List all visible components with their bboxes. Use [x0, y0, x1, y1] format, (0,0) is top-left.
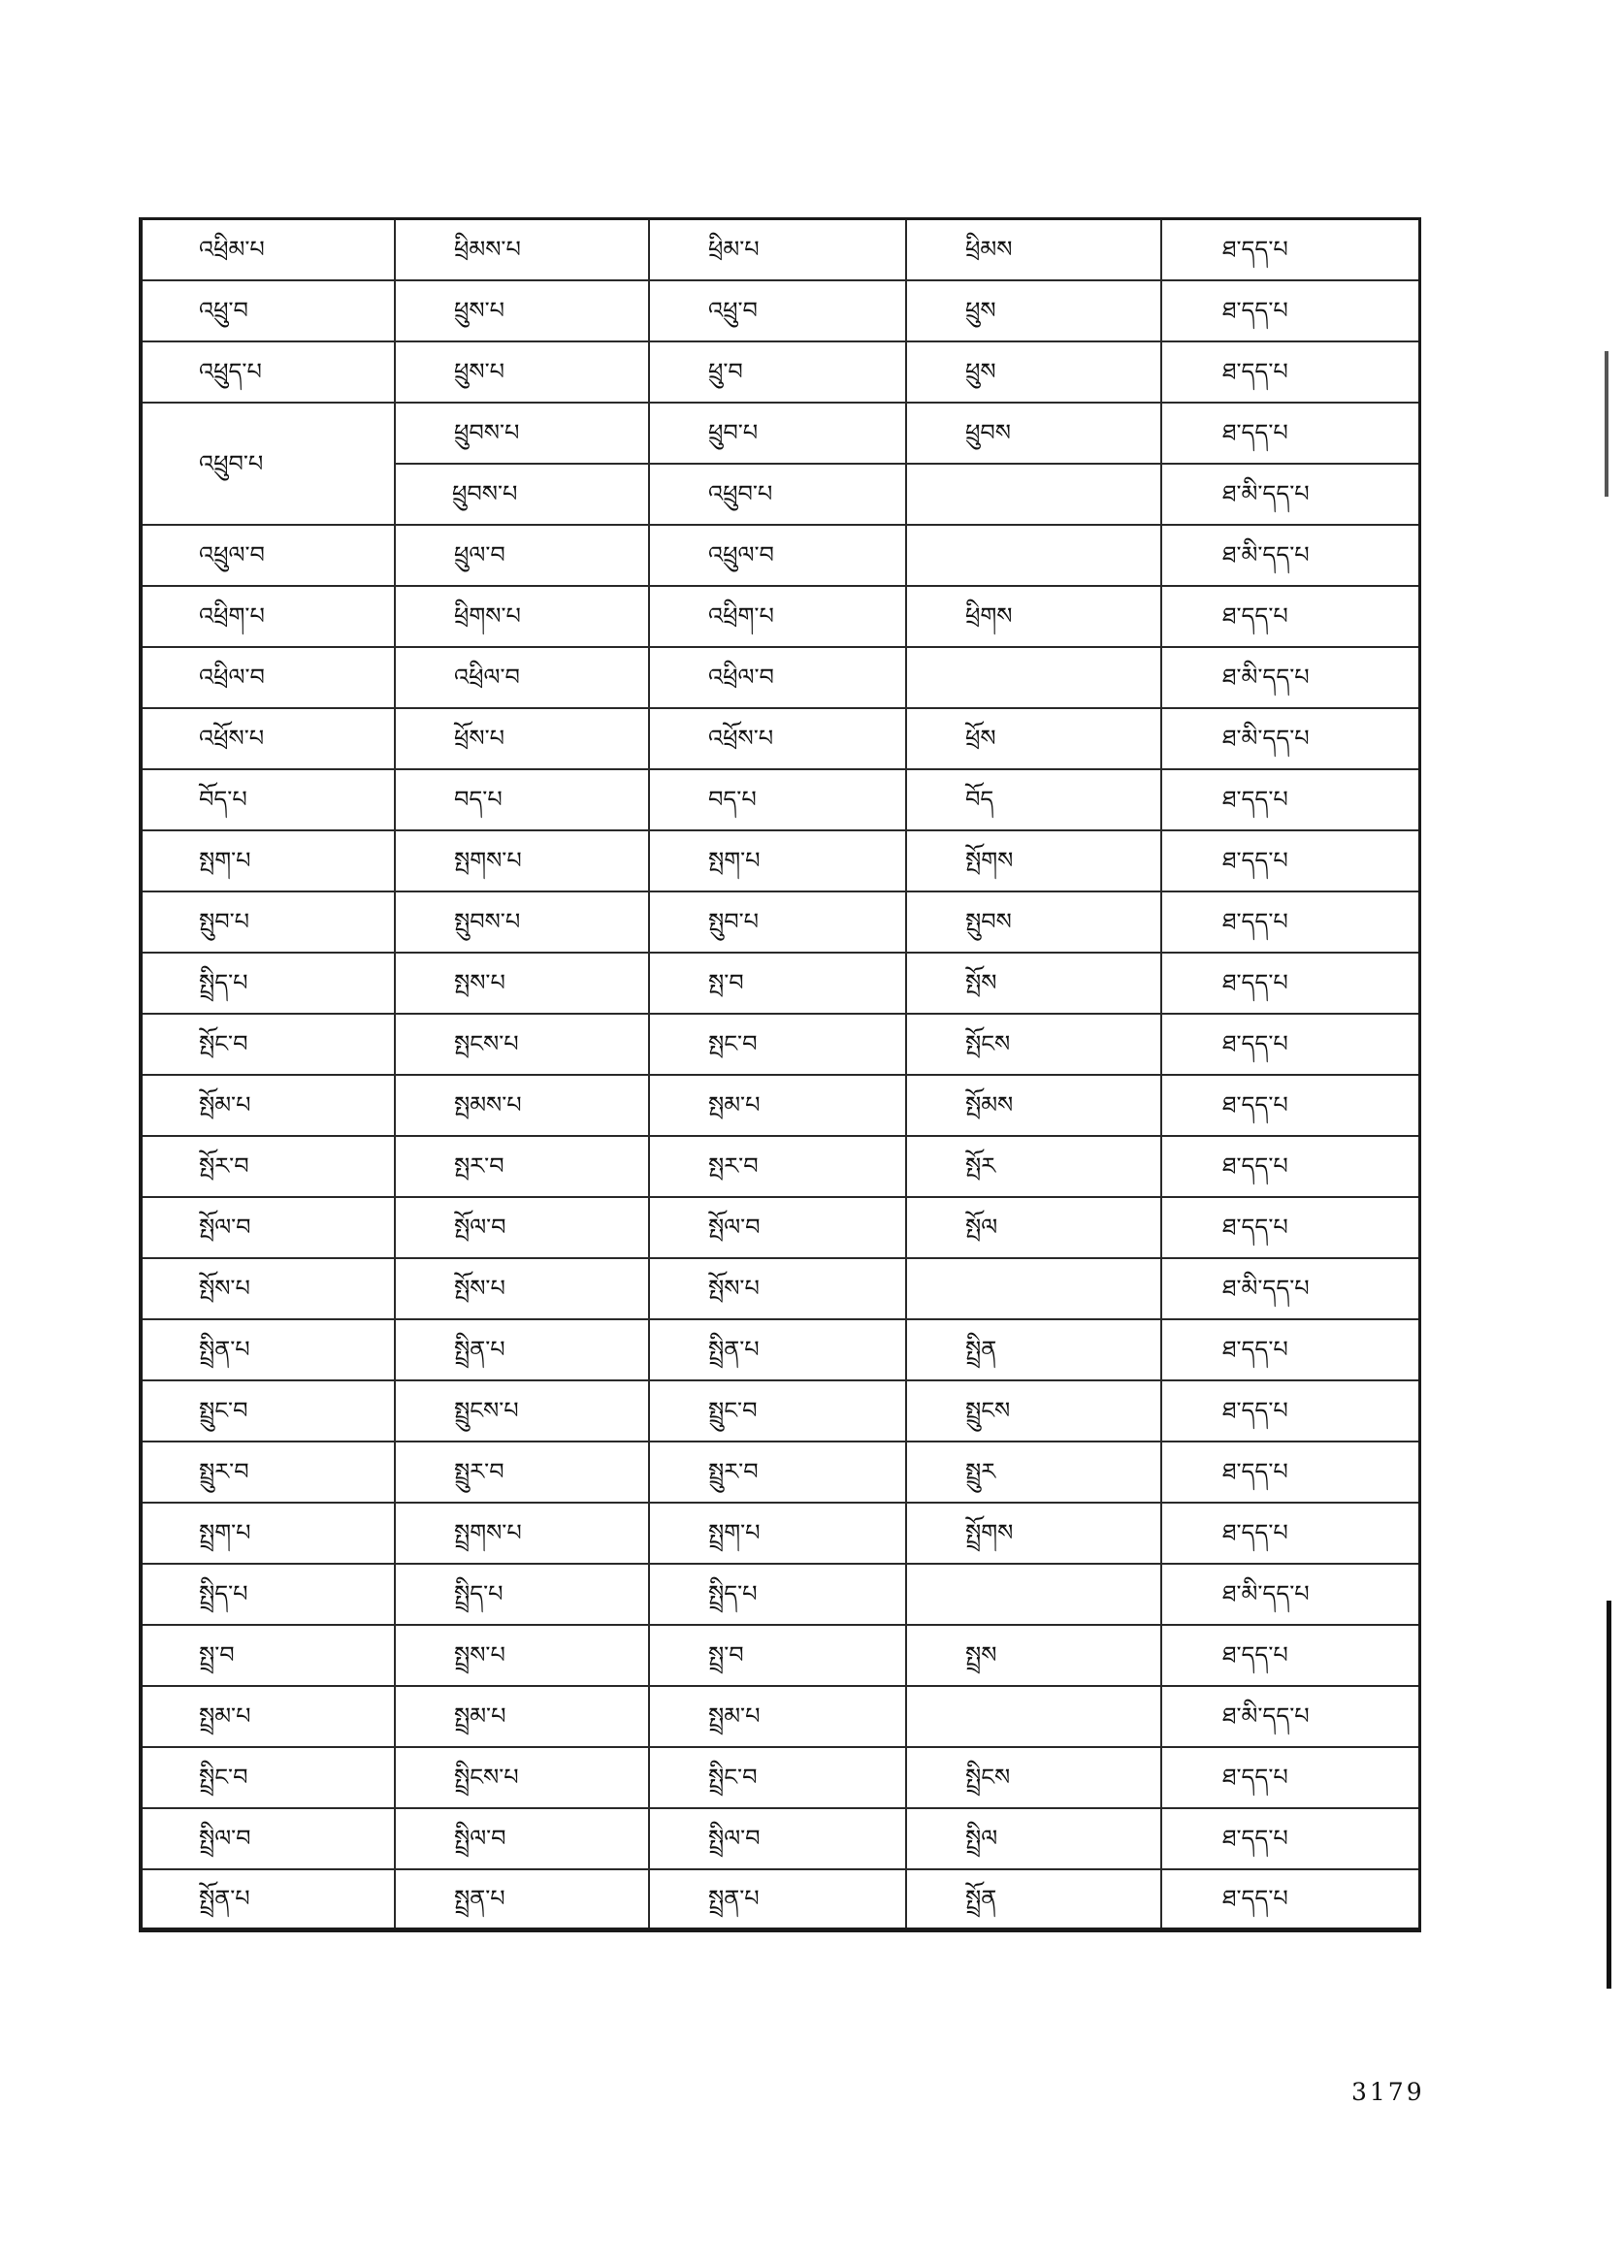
table-cell: སྤྲུར — [906, 1442, 1161, 1503]
table-cell: སྤག་པ — [649, 830, 906, 891]
table-cell: སྤྲམ་པ — [649, 1686, 906, 1747]
table-row — [141, 1197, 1419, 1258]
verb-table-body — [141, 219, 1419, 1930]
table-cell: སྤྲིད་པ — [141, 1564, 395, 1625]
table-cell: སྤྲིལ་བ — [395, 1808, 649, 1869]
table-cell: ཐ་མི་དད་པ — [1161, 1564, 1419, 1625]
table-cell: ཕྲུས — [906, 341, 1161, 403]
table-cell — [906, 647, 1161, 708]
table-cell: ཐ་དད་པ — [1161, 1808, 1419, 1869]
verb-conjugation-table — [139, 217, 1421, 1932]
table-cell: འཕྲུབ་པ — [649, 464, 906, 525]
table-cell: ཐ་དད་པ — [1161, 1014, 1419, 1075]
table-cell: འཕྲུལ་བ — [141, 525, 395, 586]
table-row — [141, 1136, 1419, 1197]
table-cell — [906, 525, 1161, 586]
table-cell: ཐ་མི་དད་པ — [1161, 647, 1419, 708]
table-row — [141, 1869, 1419, 1930]
table-cell: འཕྲིལ་བ — [395, 647, 649, 708]
table-cell: སྤགས་པ — [395, 830, 649, 891]
table-cell: ཐ་དད་པ — [1161, 341, 1419, 403]
table-cell: སྤྲ་བ — [649, 1625, 906, 1686]
table-cell — [906, 1564, 1161, 1625]
table-cell: ཕྲོས — [906, 708, 1161, 769]
table-cell: ཐ་དད་པ — [1161, 830, 1419, 891]
table-cell: ཐ་མི་དད་པ — [1161, 1686, 1419, 1747]
table-cell: སྤངས་པ — [395, 1014, 649, 1075]
table-cell: སྤྲིད་པ — [395, 1564, 649, 1625]
table-cell: ཕྲིམ་པ — [649, 219, 906, 280]
table-cell: སྤྲུངས་པ — [395, 1380, 649, 1442]
table-cell: སྤོར་བ — [141, 1136, 395, 1197]
table-row — [141, 341, 1419, 403]
table-cell: སྤར་བ — [395, 1136, 649, 1197]
table-cell: སྤོལ་བ — [141, 1197, 395, 1258]
table-row — [141, 1442, 1419, 1503]
table-cell: ཐ་དད་པ — [1161, 586, 1419, 647]
table-row — [141, 1380, 1419, 1442]
table-cell: ཐ་དད་པ — [1161, 403, 1419, 464]
table-cell: ཐ་དད་པ — [1161, 953, 1419, 1014]
table-cell: སྤྲུངས — [906, 1380, 1161, 1442]
table-cell: འཕྲིམ་པ — [141, 219, 395, 280]
table-cell: སྤྲུར་བ — [141, 1442, 395, 1503]
table-cell: སྤྲམ་པ — [141, 1686, 395, 1747]
table-cell: སྤྲུང་བ — [649, 1380, 906, 1442]
table-row — [141, 953, 1419, 1014]
table-cell: སྤྲོགས — [906, 1503, 1161, 1564]
table-cell — [906, 464, 1161, 525]
table-cell: ཕྲུབས — [906, 403, 1161, 464]
table-cell: འཕྲིལ་བ — [649, 647, 906, 708]
table-cell: སྤྲིལ་བ — [141, 1808, 395, 1869]
table-row — [141, 1747, 1419, 1808]
table-row — [141, 403, 1419, 464]
table-row — [141, 1686, 1419, 1747]
table-cell: སྤྲག་པ — [141, 1503, 395, 1564]
table-cell: ཐ་དད་པ — [1161, 219, 1419, 280]
table-cell: སྤྲིལ — [906, 1808, 1161, 1869]
table-cell: སྤྲིད་པ — [141, 953, 395, 1014]
table-cell: སྤག་པ — [141, 830, 395, 891]
table-row — [141, 219, 1419, 280]
scan-edge-mark — [1605, 351, 1608, 497]
table-cell: འཕྲུལ་བ — [649, 525, 906, 586]
table-cell: སྤས་པ — [395, 953, 649, 1014]
table-cell: སྤྲིན་པ — [649, 1319, 906, 1380]
table-cell: སྤྲམ་པ — [395, 1686, 649, 1747]
table-cell: སྤོས་པ — [395, 1258, 649, 1319]
table-row — [141, 1258, 1419, 1319]
table-cell: སྤྲགས་པ — [395, 1503, 649, 1564]
table-cell: ཕྲིམས — [906, 219, 1161, 280]
table-cell: སྤྲིན་པ — [395, 1319, 649, 1380]
table-cell: ཕྲིམས་པ — [395, 219, 649, 280]
table-row — [141, 647, 1419, 708]
table-row — [141, 1564, 1419, 1625]
table-cell: སྤར་བ — [649, 1136, 906, 1197]
table-cell: ཕྲིགས་པ — [395, 586, 649, 647]
table-cell: འཕྲིག་པ — [141, 586, 395, 647]
table-cell: ཐ་དད་པ — [1161, 280, 1419, 341]
table-cell: ཕྲིགས — [906, 586, 1161, 647]
table-cell: སྤྲིན་པ — [141, 1319, 395, 1380]
table-row — [141, 525, 1419, 586]
table-cell: ཕྲོས་པ — [395, 708, 649, 769]
table-cell: བད་པ — [649, 769, 906, 830]
table-cell: ཐ་དད་པ — [1161, 769, 1419, 830]
table-cell: སྤུབས — [906, 891, 1161, 953]
table-cell: འཕྲིལ་བ — [141, 647, 395, 708]
table-cell: འཕྲུད་པ — [141, 341, 395, 403]
table-cell: ཕྲུབས་པ — [395, 403, 649, 464]
table-cell: སྤུབ་པ — [649, 891, 906, 953]
table-cell: ཕྲུས — [906, 280, 1161, 341]
table-cell: ཐ་དད་པ — [1161, 1136, 1419, 1197]
table-cell: ཕྲུས་པ — [395, 341, 649, 403]
table-cell: སྤྲག་པ — [649, 1503, 906, 1564]
table-cell: སྤྲས — [906, 1625, 1161, 1686]
table-cell: བོད — [906, 769, 1161, 830]
table-cell: ཕྲུས་པ — [395, 280, 649, 341]
table-cell: སྤོར — [906, 1136, 1161, 1197]
table-cell: བད་པ — [395, 769, 649, 830]
table-row — [141, 708, 1419, 769]
table-cell: སྤྲིངས་པ — [395, 1747, 649, 1808]
table-cell: སྤམ་པ — [649, 1075, 906, 1136]
table-row — [141, 1503, 1419, 1564]
table-cell: སྤང་བ — [649, 1014, 906, 1075]
table-cell: སྤོམ་པ — [141, 1075, 395, 1136]
table-row — [141, 891, 1419, 953]
table-row — [141, 769, 1419, 830]
table-cell: སྤོས་པ — [141, 1258, 395, 1319]
table-cell: སྤྲིང་བ — [649, 1747, 906, 1808]
table-cell: ཐ་དད་པ — [1161, 1442, 1419, 1503]
table-cell: སྤོམས — [906, 1075, 1161, 1136]
table-cell: སྤོང་བ — [141, 1014, 395, 1075]
table-cell: སྤུབ་པ — [141, 891, 395, 953]
table-cell: སྤོངས — [906, 1014, 1161, 1075]
table-cell: སྤོས་པ — [649, 1258, 906, 1319]
scan-edge-mark — [1607, 1601, 1611, 1989]
table-row — [141, 1075, 1419, 1136]
table-cell: སྤྲོན — [906, 1869, 1161, 1930]
table-cell: སྤྲུར་བ — [649, 1442, 906, 1503]
table-row — [141, 1808, 1419, 1869]
table-cell: ཐ་དད་པ — [1161, 1503, 1419, 1564]
table-cell: ཐ་མི་དད་པ — [1161, 525, 1419, 586]
table-cell: སྤྲུང་བ — [141, 1380, 395, 1442]
table-cell: འཕྲུ་བ — [141, 280, 395, 341]
table-cell: ཐ་དད་པ — [1161, 1197, 1419, 1258]
table-row — [141, 1625, 1419, 1686]
table-cell: སྤྲིངས — [906, 1747, 1161, 1808]
table-cell: སྤོགས — [906, 830, 1161, 891]
table-cell: སྤུབས་པ — [395, 891, 649, 953]
table-row — [141, 1319, 1419, 1380]
table-cell: ཐ་དད་པ — [1161, 1075, 1419, 1136]
table-cell: ཐ་མི་དད་པ — [1161, 1258, 1419, 1319]
table-cell: སྤོས — [906, 953, 1161, 1014]
table-cell: ཕྲུབ་པ — [649, 403, 906, 464]
table-cell: འཕྲུབ་པ — [141, 403, 395, 525]
table-row — [141, 586, 1419, 647]
table-cell: ཐ་དད་པ — [1161, 1625, 1419, 1686]
table-row — [141, 830, 1419, 891]
table-row — [141, 1014, 1419, 1075]
table-cell: ཐ་དད་པ — [1161, 1747, 1419, 1808]
table-cell: སྤ་བ — [649, 953, 906, 1014]
table-cell: ཐ་དད་པ — [1161, 891, 1419, 953]
table-cell — [906, 1686, 1161, 1747]
table-cell: ཕྲུལ་བ — [395, 525, 649, 586]
table-row — [141, 280, 1419, 341]
table-cell: སྤྲུར་བ — [395, 1442, 649, 1503]
table-cell: སྤྲིད་པ — [649, 1564, 906, 1625]
table-cell: སྤྲིལ་བ — [649, 1808, 906, 1869]
table-cell: སྤྲན་པ — [395, 1869, 649, 1930]
table-cell: ཐ་དད་པ — [1161, 1319, 1419, 1380]
table-cell: སྤོལ — [906, 1197, 1161, 1258]
table-cell: ཐ་མི་དད་པ — [1161, 708, 1419, 769]
table-cell: ཕྲུ་བ — [649, 341, 906, 403]
table-cell: འཕྲོས་པ — [649, 708, 906, 769]
table-cell: སྤྲིང་བ — [141, 1747, 395, 1808]
table-cell: སྤོལ་བ — [649, 1197, 906, 1258]
table-cell: སྤྲན་པ — [649, 1869, 906, 1930]
table-cell: ཐ་དད་པ — [1161, 1869, 1419, 1930]
table-cell: སྤྲས་པ — [395, 1625, 649, 1686]
table-cell: སྤྲོན་པ — [141, 1869, 395, 1930]
table-cell: སྤོལ་བ — [395, 1197, 649, 1258]
table-cell: བོད་པ — [141, 769, 395, 830]
table-cell: ཐ་མི་དད་པ — [1161, 464, 1419, 525]
table-cell: འཕྲོས་པ — [141, 708, 395, 769]
table-cell: སྤྲ་བ — [141, 1625, 395, 1686]
page-number: 3179 — [1351, 2078, 1425, 2106]
table-cell: འཕྲུ་བ — [649, 280, 906, 341]
table-cell: ཐ་དད་པ — [1161, 1380, 1419, 1442]
table-cell — [906, 1258, 1161, 1319]
table-cell: ཕྲུབས་པ — [395, 464, 649, 525]
table-cell: སྤྲིན — [906, 1319, 1161, 1380]
table-cell: སྤམས་པ — [395, 1075, 649, 1136]
table-cell: འཕྲིག་པ — [649, 586, 906, 647]
